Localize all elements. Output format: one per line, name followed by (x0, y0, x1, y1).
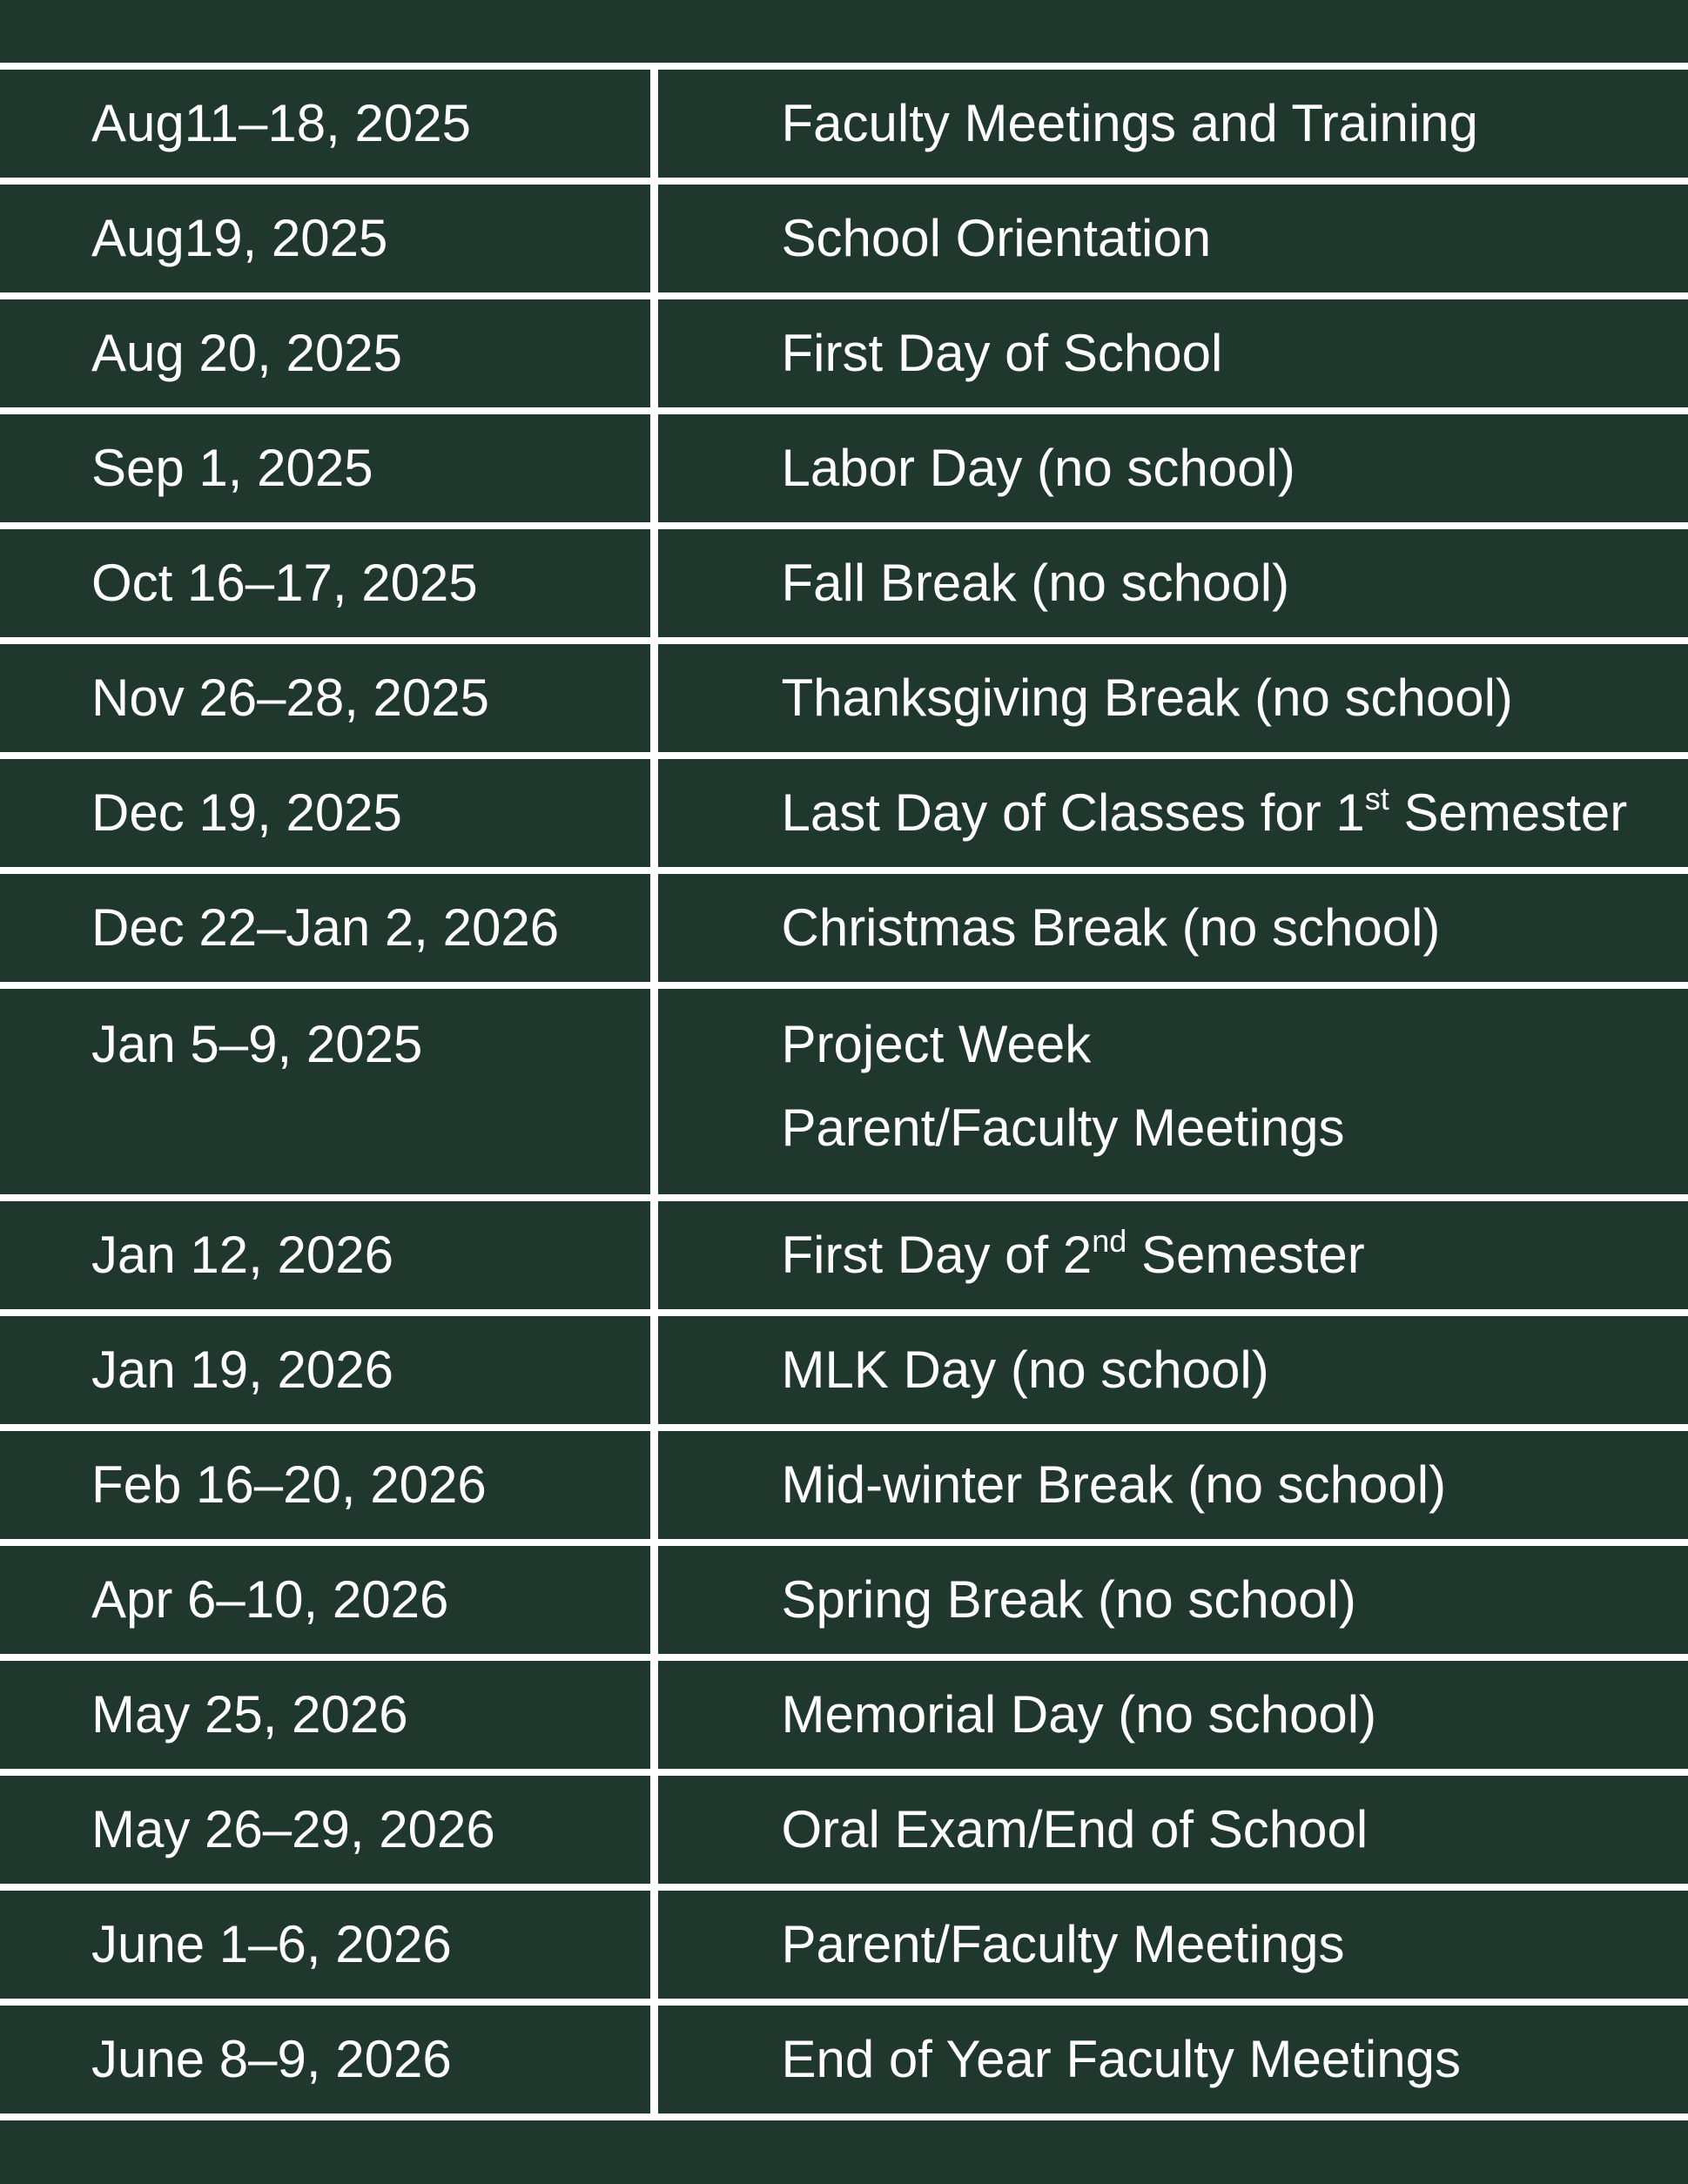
event-text: Project Week (781, 1015, 1092, 1073)
table-row (0, 985, 1688, 1198)
date-cell: Jan 19, 2026 (0, 1313, 654, 1428)
date-cell: Jan 12, 2026 (0, 1198, 654, 1313)
table-row (0, 181, 1688, 296)
date-cell: Dec 19, 2025 (0, 756, 654, 870)
table-row (0, 66, 1688, 181)
table-row (0, 756, 1688, 870)
table-row (0, 411, 1688, 526)
event-text: First Day of 2 (781, 1226, 1093, 1284)
event-cell: Spring Break (no school) (654, 1542, 1688, 1657)
event-text: Parent/Faculty Meetings (781, 1099, 1345, 1157)
table-row (0, 296, 1688, 411)
event-cell (654, 985, 1688, 1198)
table-row (0, 870, 1688, 985)
date-cell: Sep 1, 2025 (0, 411, 654, 526)
event-text: Last Day of Classes for 1 (781, 783, 1365, 842)
table-row (0, 1313, 1688, 1428)
event-cell: Fall Break (no school) (654, 526, 1688, 641)
date-cell: Feb 16–20, 2026 (0, 1428, 654, 1542)
table-row (0, 1772, 1688, 1887)
table-row (0, 526, 1688, 641)
event-cell: School Orientation (654, 181, 1688, 296)
event-cell: Thanksgiving Break (no school) (654, 641, 1688, 756)
date-cell: Dec 22–Jan 2, 2026 (0, 870, 654, 985)
date-cell: Aug19, 2025 (0, 181, 654, 296)
table-row (0, 1542, 1688, 1657)
event-cell (654, 1198, 1688, 1313)
table-row (0, 1657, 1688, 1772)
event-cell: Labor Day (no school) (654, 411, 1688, 526)
event-cell: Oral Exam/End of School (654, 1772, 1688, 1887)
event-cell (654, 756, 1688, 870)
date-cell: June 1–6, 2026 (0, 1887, 654, 2002)
ordinal-suffix: st (1364, 781, 1389, 816)
event-text: Semester (1389, 783, 1628, 842)
event-text: Semester (1126, 1226, 1365, 1284)
date-cell: Aug 20, 2025 (0, 296, 654, 411)
table-row (0, 641, 1688, 756)
date-cell: May 25, 2026 (0, 1657, 654, 1772)
date-cell: June 8–9, 2026 (0, 2002, 654, 2117)
event-cell: Christmas Break (no school) (654, 870, 1688, 985)
ordinal-suffix: nd (1092, 1223, 1127, 1259)
table-row (0, 1887, 1688, 2002)
date-cell: Aug11–18, 2025 (0, 66, 654, 181)
table-row (0, 1198, 1688, 1313)
calendar-table (0, 63, 1688, 2120)
date-cell: May 26–29, 2026 (0, 1772, 654, 1887)
event-cell: Parent/Faculty Meetings (654, 1887, 1688, 2002)
event-cell: End of Year Faculty Meetings (654, 2002, 1688, 2117)
event-cell: Memorial Day (no school) (654, 1657, 1688, 1772)
date-cell: Jan 5–9, 2025 (0, 985, 654, 1198)
date-cell: Oct 16–17, 2025 (0, 526, 654, 641)
table-row (0, 2002, 1688, 2117)
event-cell: First Day of School (654, 296, 1688, 411)
date-cell: Apr 6–10, 2026 (0, 1542, 654, 1657)
date-cell: Nov 26–28, 2025 (0, 641, 654, 756)
event-cell: Faculty Meetings and Training (654, 66, 1688, 181)
table-row (0, 1428, 1688, 1542)
event-cell: Mid-winter Break (no school) (654, 1428, 1688, 1542)
event-cell: MLK Day (no school) (654, 1313, 1688, 1428)
